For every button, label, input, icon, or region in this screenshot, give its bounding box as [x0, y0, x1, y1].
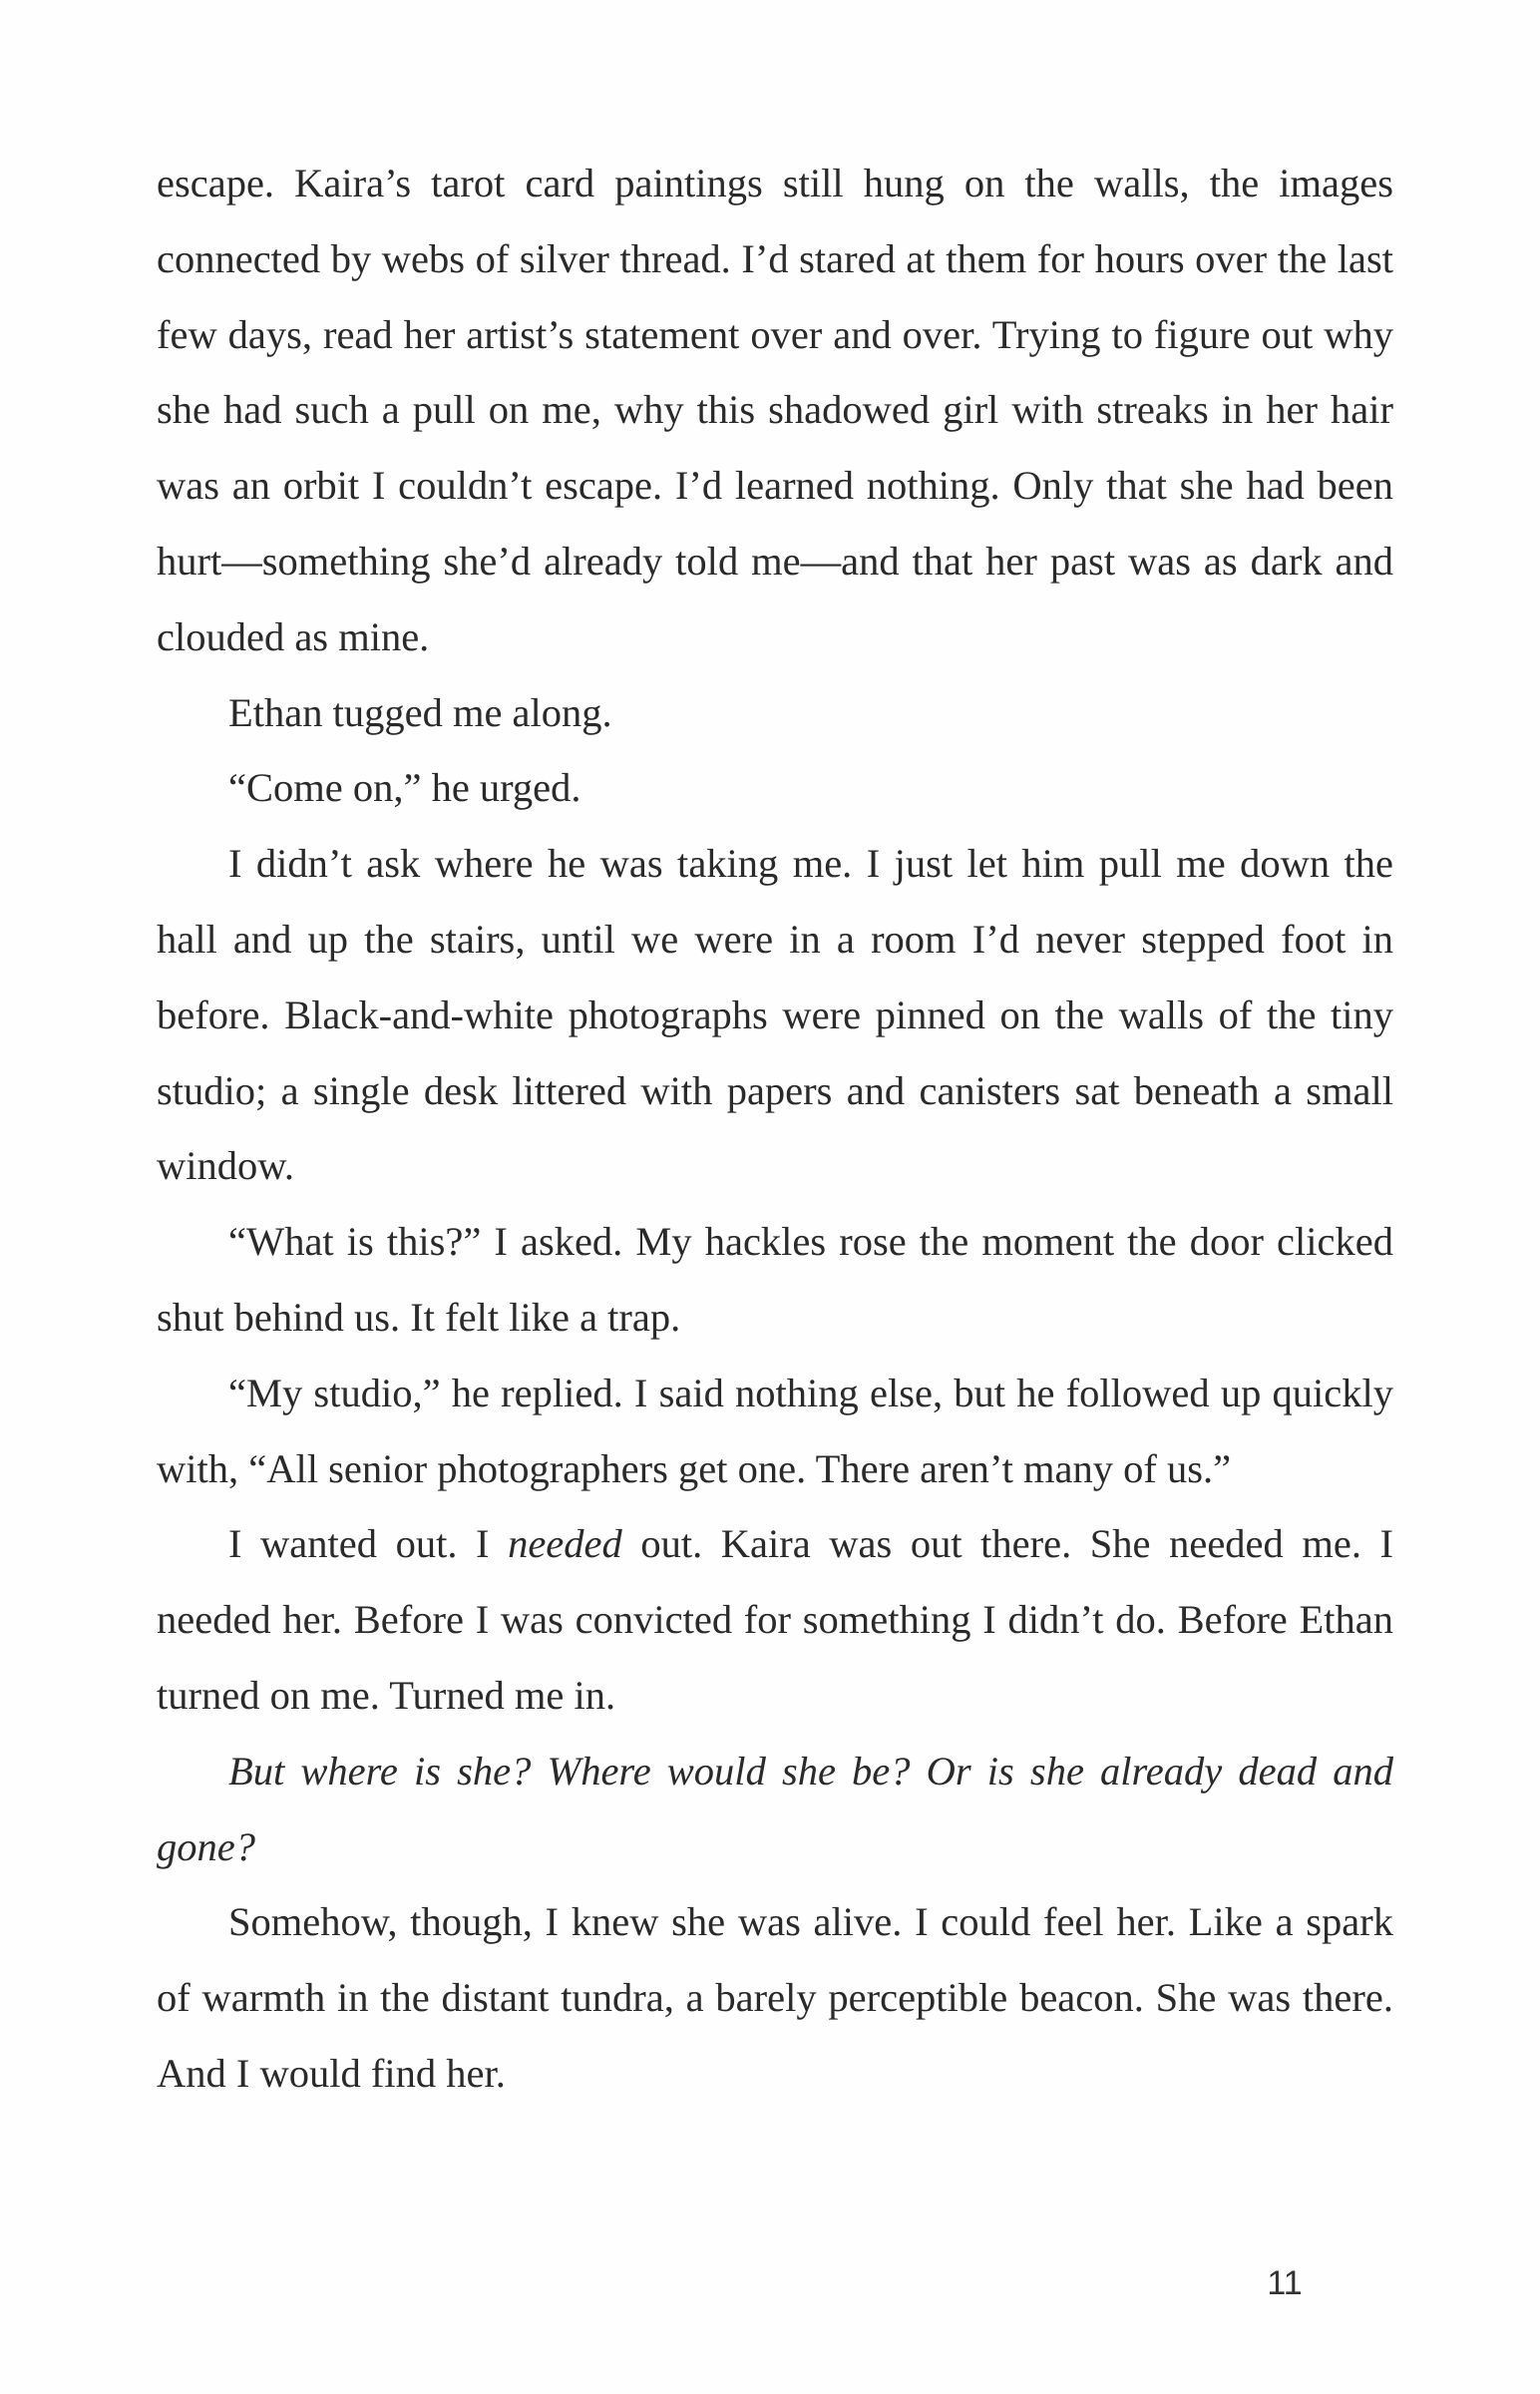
- paragraph: [157, 1506, 1393, 1733]
- paragraph-text: Ethan tugged me along.: [228, 689, 612, 735]
- paragraph-text: Somehow, though, I knew she was alive. I could feel her. Like a spark of warmth in the distant tundra, a barely perceptible beacon. She was there. And I would find her.: [157, 1899, 1393, 2096]
- paragraph: [157, 750, 1393, 826]
- paragraph: [157, 826, 1393, 1204]
- paragraph-text: I wanted out. I: [228, 1521, 509, 1567]
- paragraph: [157, 1884, 1393, 2111]
- paragraph: [157, 146, 1393, 675]
- paragraph: [157, 1204, 1393, 1356]
- emphasized-text: needed: [508, 1521, 622, 1567]
- paragraph: [157, 675, 1393, 751]
- paragraph-text: “My studio,” he replied. I said nothing else, but he followed up quickly with, “All senior photographers get one. There aren’t many of us.”: [157, 1370, 1393, 1491]
- paragraph: [157, 1356, 1393, 1507]
- page-number: 11: [1267, 2264, 1303, 2302]
- paragraph-text: “Come on,” he urged.: [228, 765, 581, 811]
- emphasized-text: But where is she? Where would she be? Or is she already dead and gone?: [157, 1748, 1393, 1869]
- paragraph-text: out. Kaira was out there. She needed me. I needed her. Before I was convicted for something I didn’t do. Before Ethan turned on me. Turned me in.: [157, 1521, 1393, 1718]
- paragraph-text: escape. Kaira’s tarot card paintings still hung on the walls, the images connected by webs of silver thread. I’d stared at them for hours over the last few days, read her artist’s statement over and over. Trying to figure out why she had such a pull on me, why this shadowed girl with streaks in her hair was an orbit I couldn’t escape. I’d learned nothing. Only that she had been hurt—something she’d already told me—and that her past was as dark and clouded as mine.: [157, 161, 1393, 659]
- paragraph-text: “What is this?” I asked. My hackles rose the moment the door clicked shut behind us. It felt like a trap.: [157, 1219, 1393, 1340]
- paragraph-text: I didn’t ask where he was taking me. I just let him pull me down the hall and up the stairs, until we were in a room I’d never stepped foot in before. Black-and-white photographs were pinned on the walls of the tiny studio; a single desk littered with papers and canisters sat beneath a small window.: [157, 841, 1393, 1189]
- body-text: [157, 146, 1393, 2112]
- paragraph-italic-thought: [157, 1734, 1393, 1885]
